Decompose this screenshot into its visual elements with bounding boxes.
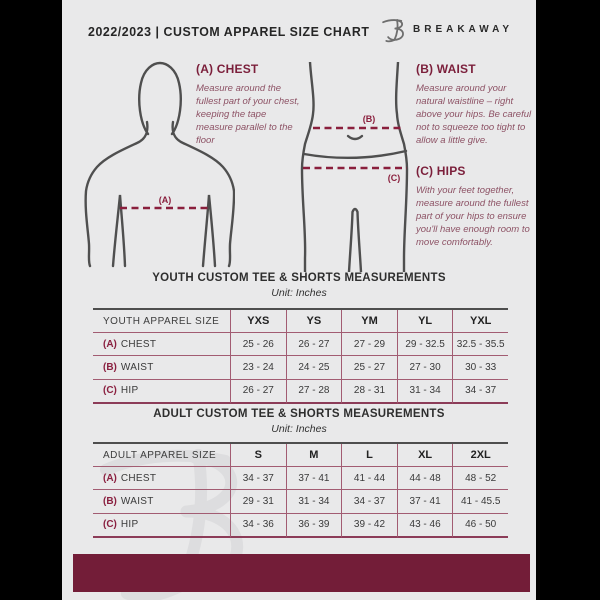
adult-section-title: ADULT CUSTOM TEE & SHORTS MEASUREMENTS: [153, 408, 445, 420]
youth-waist-value: 25 - 27: [341, 356, 397, 379]
youth-chest-value: 29 - 32.5: [397, 333, 453, 356]
hips-line-label: (C): [387, 173, 401, 183]
youth-hip-row-label: (C) HIP: [93, 380, 230, 404]
head-outline: [139, 63, 181, 134]
adult-hip-value: 34 - 36: [230, 514, 286, 538]
youth-size-col-header: YS: [286, 310, 342, 333]
youth-hip-value: 27 - 28: [286, 380, 342, 404]
youth-size-col-header: YL: [397, 310, 453, 333]
adult-size-col-header: XL: [397, 444, 453, 467]
adult-hip-value: 39 - 42: [341, 514, 397, 538]
waist-body-text: Measure around your natural waistline – right above your hips. Be careful not to squeeze too tight to allow a little give.: [416, 83, 532, 147]
adult-hip-value: 36 - 39: [286, 514, 342, 538]
waist-instructions: [416, 62, 532, 148]
brand-lockup: [382, 15, 513, 43]
adult-waist-row-label: (B) WAIST: [93, 490, 230, 513]
youth-unit-label: Unit: Inches: [271, 287, 327, 299]
adult-chest-value: 48 - 52: [452, 467, 508, 490]
adult-hip-value: 46 - 50: [452, 514, 508, 538]
adult-hip-value: 43 - 46: [397, 514, 453, 538]
adult-chest-value: 41 - 44: [341, 467, 397, 490]
youth-section-title: YOUTH CUSTOM TEE & SHORTS MEASUREMENTS: [152, 272, 446, 284]
adult-unit-label: Unit: Inches: [271, 423, 327, 435]
adult-size-col-header: M: [286, 444, 342, 467]
chest-heading: (A) CHEST: [196, 62, 259, 76]
chest-instructions: [196, 62, 304, 148]
breakaway-b-logo-icon: [382, 15, 406, 43]
navel-mark: [348, 136, 362, 139]
youth-chest-value: 32.5 - 35.5: [452, 333, 508, 356]
adult-size-table: [93, 442, 508, 538]
adult-waist-value: 34 - 37: [341, 490, 397, 513]
youth-table-corner-header: YOUTH APPAREL SIZE: [93, 310, 230, 333]
chest-body-text: Measure around the fullest part of your chest, keeping the tape measure parallel to the floor: [196, 83, 300, 147]
youth-chest-value: 25 - 26: [230, 333, 286, 356]
chest-line-label: (A): [158, 195, 172, 205]
adult-hip-row-label: (C) HIP: [93, 514, 230, 538]
right-armpit-line: [203, 195, 215, 266]
youth-waist-row-label: (B) WAIST: [93, 356, 230, 379]
left-armpit-line: [113, 195, 125, 266]
footer-maroon-bar: [73, 554, 530, 592]
adult-waist-value: 41 - 45.5: [452, 490, 508, 513]
size-chart-page: [62, 0, 536, 600]
adult-size-col-header: 2XL: [452, 444, 508, 467]
hips-body-text: With your feet together, measure around the fullest part of your hips to ensure you'll have enough room to move comfortably.: [416, 185, 530, 249]
youth-size-col-header: YXL: [452, 310, 508, 333]
brand-name: BREAKAWAY: [413, 23, 514, 35]
youth-waist-value: 23 - 24: [230, 356, 286, 379]
waistband-curve: [304, 151, 406, 158]
youth-hip-value: 31 - 34: [397, 380, 453, 404]
hips-heading: (C) HIPS: [416, 164, 466, 178]
youth-waist-value: 24 - 25: [286, 356, 342, 379]
adult-chest-value: 44 - 48: [397, 467, 453, 490]
adult-waist-value: 37 - 41: [397, 490, 453, 513]
youth-hip-value: 28 - 31: [341, 380, 397, 404]
youth-chest-value: 26 - 27: [286, 333, 342, 356]
youth-chest-row-label: (A) CHEST: [93, 333, 230, 356]
adult-chest-value: 37 - 41: [286, 467, 342, 490]
adult-size-col-header: S: [230, 444, 286, 467]
youth-hip-value: 26 - 27: [230, 380, 286, 404]
lower-body-diagram: [292, 62, 412, 272]
adult-chest-value: 34 - 37: [230, 467, 286, 490]
adult-waist-value: 31 - 34: [286, 490, 342, 513]
adult-size-col-header: L: [341, 444, 397, 467]
adult-waist-value: 29 - 31: [230, 490, 286, 513]
waist-heading: (B) WAIST: [416, 62, 476, 76]
youth-waist-value: 27 - 30: [397, 356, 453, 379]
inner-leg-lines: [349, 209, 361, 272]
adult-table-corner-header: ADULT APPAREL SIZE: [93, 444, 230, 467]
youth-size-col-header: YXS: [230, 310, 286, 333]
hips-instructions: [416, 164, 532, 250]
youth-size-col-header: YM: [341, 310, 397, 333]
page-title: 2022/2023 | CUSTOM APPAREL SIZE CHART: [88, 24, 370, 39]
youth-chest-value: 27 - 29: [341, 333, 397, 356]
left-shoulder-arm-outline: [86, 122, 148, 266]
adult-chest-row-label: (A) CHEST: [93, 467, 230, 490]
youth-size-table: [93, 308, 508, 404]
youth-waist-value: 30 - 33: [452, 356, 508, 379]
waist-line-label: (B): [362, 114, 376, 124]
youth-hip-value: 34 - 37: [452, 380, 508, 404]
